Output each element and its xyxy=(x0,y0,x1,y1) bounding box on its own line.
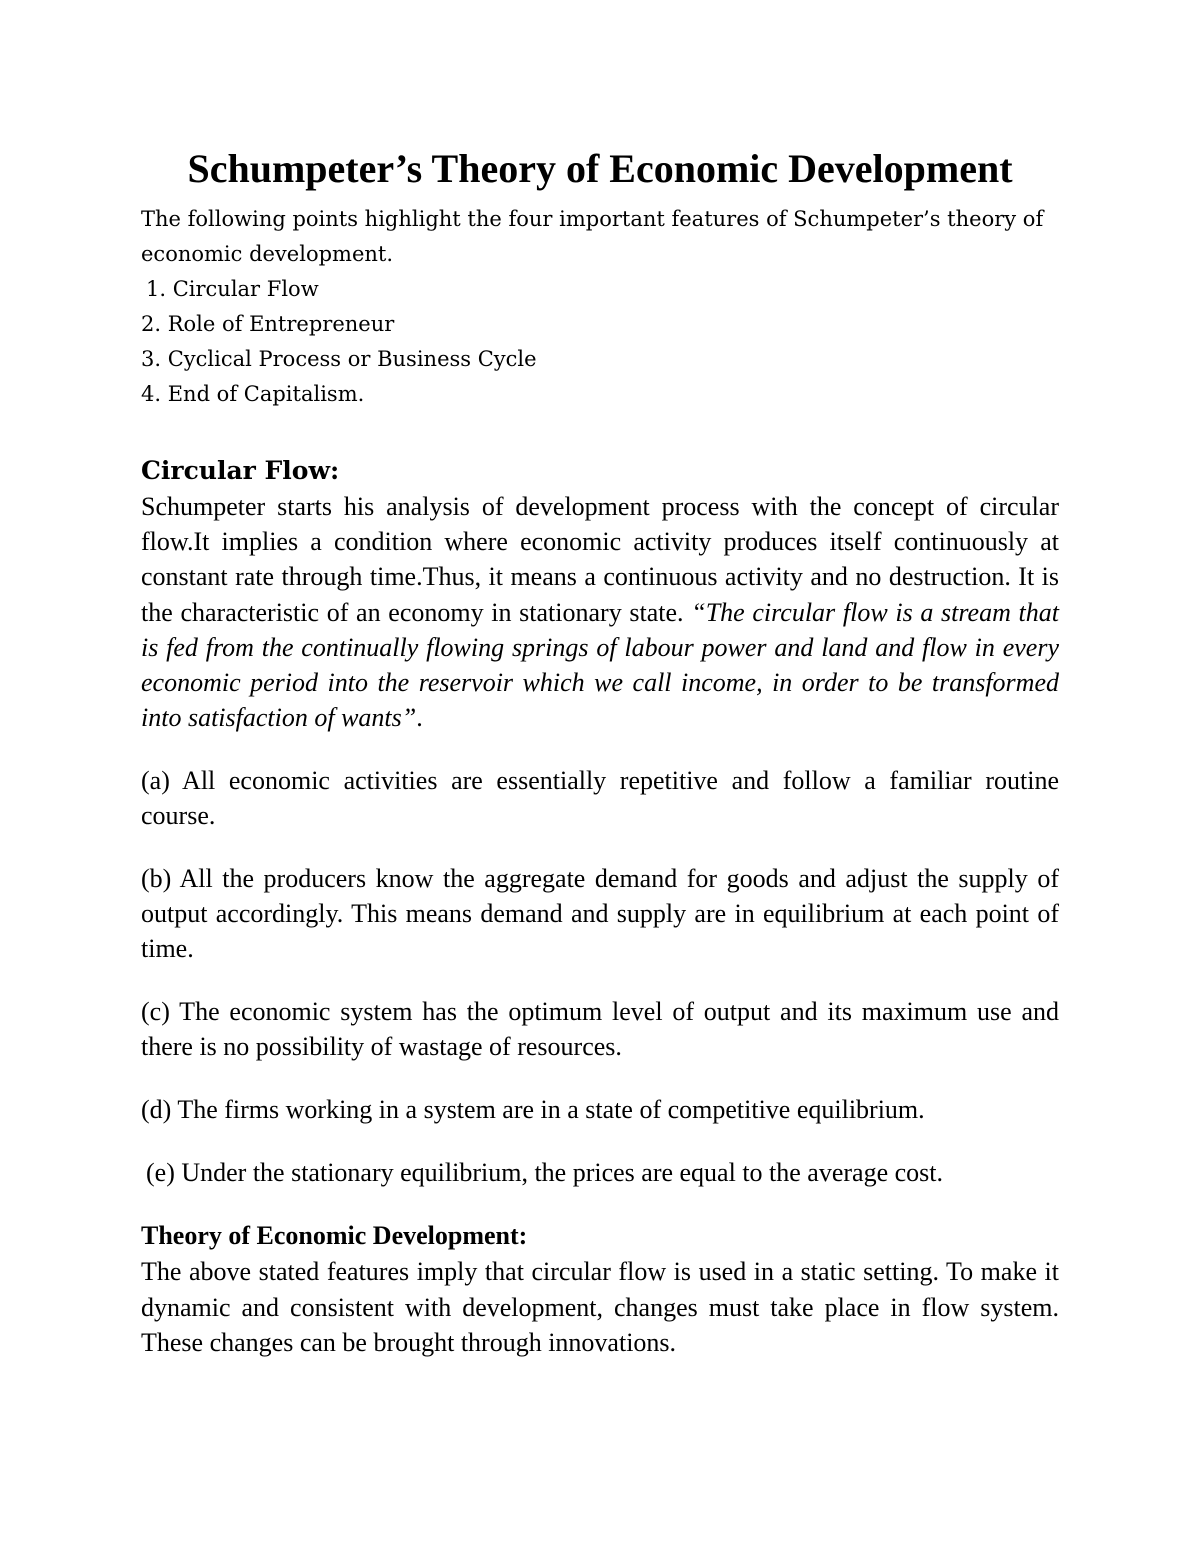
circular-flow-quote: “The circular flow is a stream that is fed from the continually flowing springs of labour power and land and flow in every economic period into the reservoir which we call income, in order to be transformed into satisfaction of wants” xyxy=(141,597,1060,733)
intro-paragraph: The following points highlight the four important features of Schumpeter’s theory of economic development. xyxy=(141,207,1044,266)
theory-heading: Theory of Economic Development: xyxy=(141,1221,528,1251)
quote-end: . xyxy=(416,703,423,733)
feature-point-a: (a) All economic activities are essentially repetitive and follow a familiar routine course. xyxy=(141,766,1059,831)
feature-item: 2. Role of Entrepreneur xyxy=(141,312,395,336)
circular-flow-paragraph xyxy=(141,489,1059,735)
feature-item: 3. Cyclical Process or Business Cycle xyxy=(141,347,537,371)
circular-flow-heading: Circular Flow: xyxy=(141,456,340,485)
features-list xyxy=(141,272,1059,412)
feature-point-c: (c) The economic system has the optimum level of output and its maximum use and there is no possibility of wastage of resources. xyxy=(141,997,1059,1062)
feature-point-b: (b) All the producers know the aggregate demand for goods and adjust the supply of output accordingly. This means demand and supply are in equilibrium at each point of time. xyxy=(141,864,1059,964)
theory-paragraph: The above stated features imply that circular flow is used in a static setting. To make it dynamic and consistent with development, changes must take place in flow system. These changes can be brought through innovations. xyxy=(141,1257,1059,1357)
document-page xyxy=(141,140,1059,1360)
feature-point-e: (e) Under the stationary equilibrium, the prices are equal to the average cost. xyxy=(146,1158,944,1188)
feature-point-d: (d) The firms working in a system are in a state of competitive equilibrium. xyxy=(141,1095,925,1125)
feature-item: 4. End of Capitalism. xyxy=(141,382,365,406)
feature-item: 1. Circular Flow xyxy=(146,277,319,301)
circular-flow-text: Schumpeter starts his analysis of development process with the concept of circular flow.It implies a condition where economic activity produces itself continuously at constant rate through time.Thus, it means a continuous activity and no destruction. It is the characteristic of an economy in stationary state. xyxy=(141,492,1059,627)
document-title: Schumpeter’s Theory of Economic Development xyxy=(187,146,1013,191)
